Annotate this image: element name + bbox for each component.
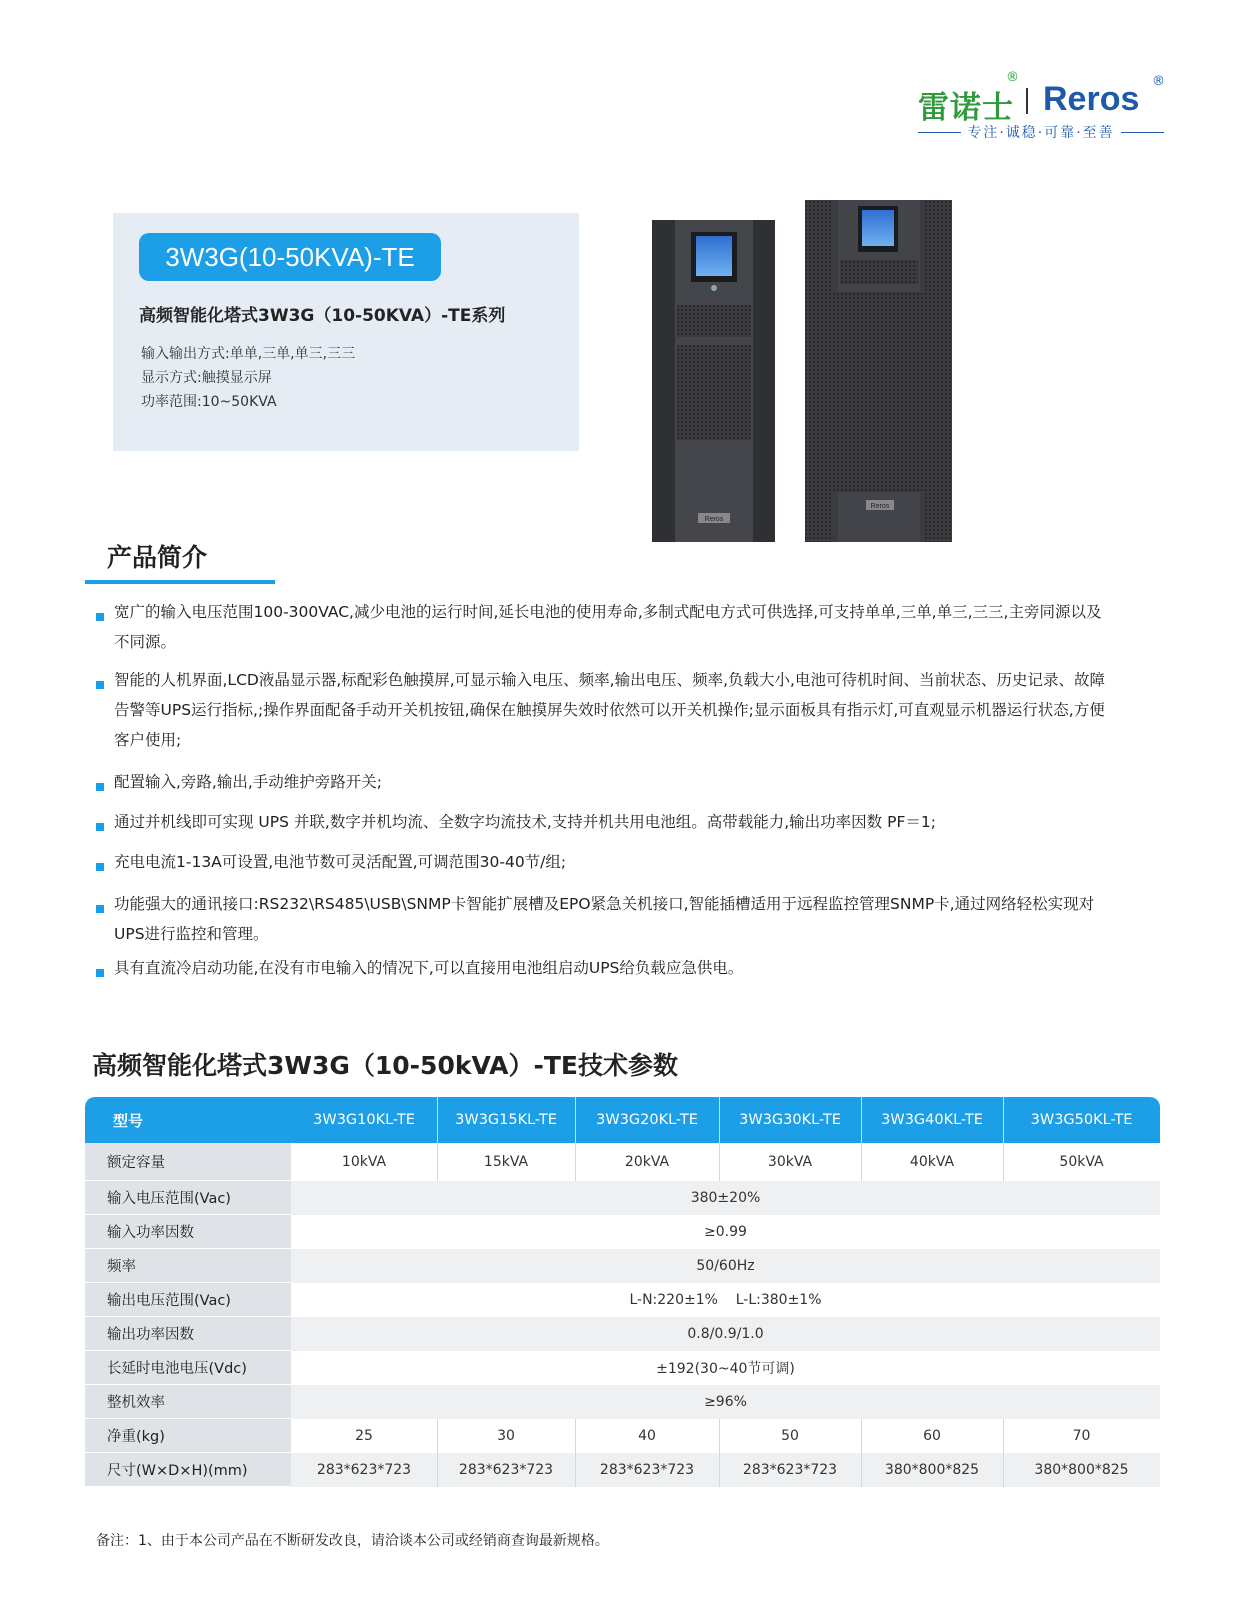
table-cell: 15kVA <box>483 1154 529 1170</box>
table-body <box>85 1143 1160 1487</box>
row-label: 整机效率 <box>85 1385 291 1419</box>
row-label: 输出电压范围(Vac) <box>85 1283 291 1317</box>
registered-mark-icon: ® <box>1152 74 1165 89</box>
table-cell-merged: L-N:220±1% L-L:380±1% <box>629 1292 822 1308</box>
bullet-square-icon <box>96 783 104 791</box>
table-cell: 30 <box>497 1428 515 1444</box>
table-cell: 50 <box>781 1428 799 1444</box>
row-label: 输入功率因数 <box>85 1215 291 1249</box>
header-model-cell: 3W3G20KL-TE <box>596 1112 698 1128</box>
footnote: 备注：1、由于本公司产品在不断研发改良，请洽谈本公司或经销商查询最新规格。 <box>96 1533 609 1549</box>
touch-screen <box>862 210 894 246</box>
touch-screen <box>696 236 732 276</box>
table-cell: 283*623*723 <box>599 1462 695 1478</box>
bullet-square-icon <box>96 681 104 689</box>
header-model-cell: 3W3G30KL-TE <box>739 1112 841 1128</box>
table-cell: 30kVA <box>767 1154 813 1170</box>
table-cell: 40 <box>638 1428 656 1444</box>
table-row <box>85 1249 1160 1283</box>
header-model-cell: 3W3G15KL-TE <box>455 1112 557 1128</box>
heading-underline <box>85 580 275 584</box>
table-cell-merged: ≥96% <box>704 1394 747 1410</box>
large-tower-brand: Reros <box>870 503 890 510</box>
tagline-text: 专注·诚稳·可靠·至善 <box>967 125 1115 141</box>
table-row <box>85 1317 1160 1351</box>
table-cell: 283*623*723 <box>316 1462 412 1478</box>
table-row <box>85 1385 1160 1419</box>
table-header <box>85 1097 1160 1143</box>
table-cell: 40kVA <box>909 1154 955 1170</box>
logo-chinese-name: 雷诺士 <box>918 90 1014 126</box>
table-cell: 50kVA <box>1059 1154 1104 1170</box>
small-tower-brand: Reros <box>704 516 724 523</box>
table-cell-merged: 380±20% <box>690 1190 761 1206</box>
header-model-label: 型号 <box>113 1111 144 1130</box>
table-cell: 283*623*723 <box>742 1462 838 1478</box>
spec-io-mode: 输入输出方式:单单,三单,单三,三三 <box>141 346 356 362</box>
table-row <box>85 1181 1160 1215</box>
spec-table-title: 高频智能化塔式3W3G（10-50kVA）-TE技术参数 <box>92 1051 678 1080</box>
large-ups-tower <box>805 200 952 542</box>
ups-product-image <box>648 200 974 546</box>
table-cell-merged: ≥0.99 <box>704 1224 747 1240</box>
row-label: 净重(kg) <box>85 1419 291 1453</box>
bullet-square-icon <box>96 613 104 621</box>
table-cell: 380*800*825 <box>884 1462 980 1478</box>
table-cell-merged: 0.8/0.9/1.0 <box>687 1326 764 1342</box>
table-cell: 380*800*825 <box>1034 1462 1129 1478</box>
overview-heading: 产品简介 <box>107 543 208 572</box>
small-ups-tower <box>652 220 775 542</box>
header-model-cell: 3W3G10KL-TE <box>313 1112 415 1128</box>
model-badge: 3W3G(10-50KVA)-TE <box>139 233 441 281</box>
table-row <box>85 1215 1160 1249</box>
spec-display: 显示方式:触摸显示屏 <box>141 370 272 386</box>
logo-english-name: Reros <box>1043 80 1140 118</box>
table-cell: 60 <box>923 1428 941 1444</box>
logo-divider <box>1026 88 1028 114</box>
table-row <box>85 1143 1160 1181</box>
table-cell: 25 <box>355 1428 373 1444</box>
bullet-square-icon <box>96 823 104 831</box>
row-label: 尺寸(W×D×H)(mm) <box>85 1453 291 1487</box>
brand-logo <box>918 70 1168 144</box>
table-row <box>85 1453 1160 1487</box>
row-label: 额定容量 <box>85 1143 291 1181</box>
logo-tagline <box>918 122 1164 142</box>
table-row <box>85 1283 1160 1317</box>
series-title: 高频智能化塔式3W3G（10-50KVA）-TE系列 <box>139 306 506 326</box>
header-model-cell: 3W3G40KL-TE <box>881 1112 983 1128</box>
spec-table <box>85 1097 1160 1487</box>
table-row <box>85 1419 1160 1453</box>
bullet-square-icon <box>96 863 104 871</box>
registered-mark-icon: ® <box>1006 70 1019 85</box>
row-label: 输出功率因数 <box>85 1317 291 1351</box>
row-label: 频率 <box>85 1249 291 1283</box>
row-label: 输入电压范围(Vac) <box>85 1181 291 1215</box>
table-cell-merged: ±192(30~40节可调) <box>656 1361 795 1377</box>
table-cell: 283*623*723 <box>458 1462 554 1478</box>
spec-power-range: 功率范围:10~50KVA <box>141 394 277 410</box>
table-cell-merged: 50/60Hz <box>696 1258 755 1274</box>
table-row <box>85 1351 1160 1385</box>
header-model-cell: 3W3G50KL-TE <box>1030 1112 1133 1128</box>
bullet-square-icon <box>96 969 104 977</box>
table-cell: 10kVA <box>341 1154 387 1170</box>
bullet-square-icon <box>96 905 104 913</box>
intro-panel <box>113 213 579 451</box>
row-label: 长延时电池电压(Vdc) <box>85 1351 291 1385</box>
table-cell: 20kVA <box>624 1154 670 1170</box>
table-cell: 70 <box>1072 1428 1091 1444</box>
